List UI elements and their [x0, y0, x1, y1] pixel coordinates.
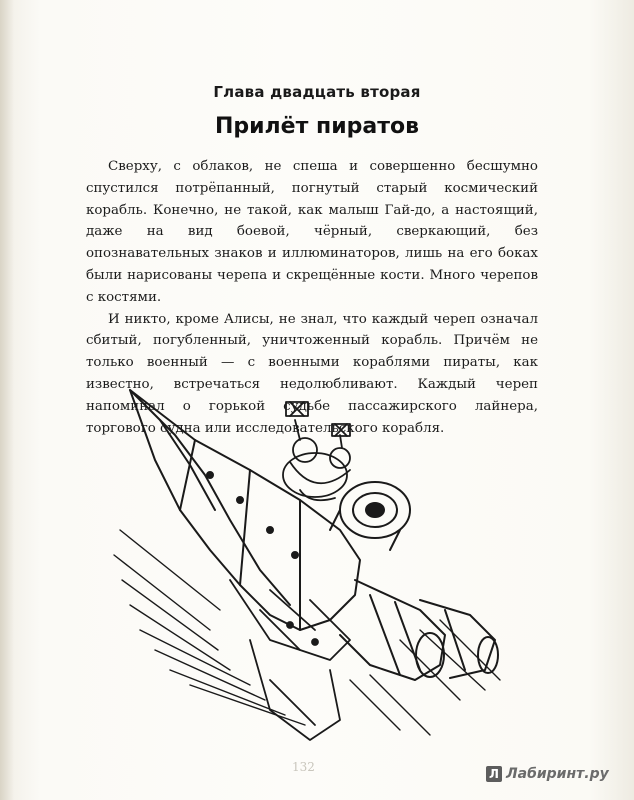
rear-boosters [340, 580, 498, 680]
watermark-logo [486, 766, 609, 782]
paragraph-1: Сверху, с облаков, не спеша и совершенно бесшумно спустился потрёпанный, погнутый старый космический корабль. Конечно, не такой, как малыш Гай-до, а настоящий, даже на вид боевой, чёрный, сверкающий, без опознавательных знаков и иллюминаторов, лишь на его боках были нарисованы черепа и скрещённые кости. Много черепов с костями. [86, 159, 538, 305]
chapter-title: Прилёт пиратов [214, 114, 419, 139]
page-number: 132 [292, 760, 315, 774]
paragraph-2: И никто, кроме Алисы, не знал, что каждый череп означал сбитый, погубленный, уничтоженный корабль. Причём не только военный — с военными кораблями пираты, как известно, встречаться недолюбливают. Каждый череп напоминал о горькой судьбе пассажирского лайнера, торгового судна или исследовательского корабля. [86, 311, 538, 436]
watermark-badge-icon: Л [486, 766, 502, 782]
cockpit [283, 402, 350, 500]
chapter-label: Глава двадцать вторая [213, 83, 421, 101]
lower-fin [250, 640, 340, 740]
pirate-ship-illustration [100, 380, 520, 750]
watermark-text: Лабиринт.ру [506, 766, 609, 782]
engine-nozzle [330, 482, 410, 550]
